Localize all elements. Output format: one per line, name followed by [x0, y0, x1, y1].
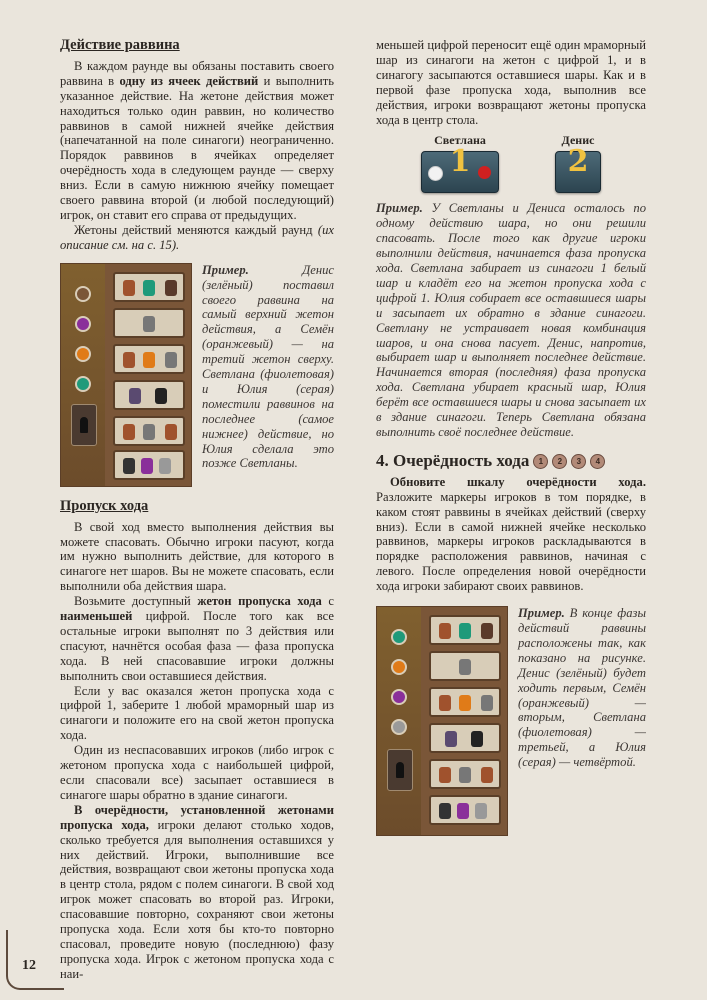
heading-text: 4. Очерёдность хода [376, 450, 530, 470]
right-column [376, 38, 646, 836]
heading-pass: Пропуск хода [60, 497, 149, 514]
action-token [113, 308, 185, 338]
player-name: Денис [561, 133, 595, 148]
phase-icon: 4 [590, 454, 605, 469]
order-marker-purple [75, 316, 91, 332]
page-reference: (их описание см. на с. 15). [60, 222, 334, 252]
action-token-bottom [429, 795, 501, 825]
paragraph [60, 59, 334, 223]
paragraph [60, 594, 334, 683]
action-board-illustration [376, 606, 508, 836]
paragraph [376, 475, 646, 594]
text: У Светланы и Дениса осталось по одному действию шара, но они решили спасовать. После того как другие игроки выполнили действия, начинается фаза пропуска хода. Светлана забирает из синагоги 1 белый шар и кладёт его на жетон пропуска хода с цифрой 1. Юлия собирает все оставшиеся шары и засыпает их обратно в здание синагоги. Светлану не устраивает новая комбинация шаров, и она снова пасует. Денис, напротив, выбирает шар и выполняет последнее действие. Начинается вторая (последняя) фаза пропуска хода. Светлана убирает красный шар, Юлия берёт все оставшиеся шары и снова засыпает их в здание синагоги. Теперь Светлана обязана выполнить своё последнее действие. [376, 201, 646, 439]
action-token [429, 651, 501, 681]
player-name: Светлана [434, 133, 486, 148]
example-1 [60, 263, 334, 487]
rabbi-slot [387, 749, 413, 791]
text-bold: наименьшей [60, 609, 133, 624]
order-marker-empty [75, 286, 91, 302]
paragraph [60, 223, 334, 253]
text: Возьмите доступный [74, 594, 198, 609]
heading-turn-order [376, 450, 646, 470]
text: В каждом раунде вы обязаны поставить своего раввина в [60, 58, 334, 88]
action-token-bottom [113, 450, 185, 480]
order-marker-green [391, 629, 407, 645]
order-marker-orange [75, 346, 91, 362]
example-label: Пример. [518, 606, 565, 621]
rabbi-pawn-black [396, 762, 404, 778]
text: Денис (зелёный) поставил своего раввина на самый верхний жетон действия, а Семён (оранжевый) — на третий жетон сверху. Светлана (фиолетовая) и Юлия (серая) поместили раввинов на последнее (самое нижнее) действие, но Юлия сделала это позже Светланы. [202, 262, 334, 471]
pass-token-svetlana [421, 133, 499, 193]
example-text [518, 606, 646, 836]
order-marker-orange [391, 659, 407, 675]
text-bold: В очерёдности, установленной жетонами пропуска хода, [60, 802, 334, 832]
token-number: 2 [567, 144, 589, 180]
paragraph: меньшей цифрой переносит ещё один мраморный шар из синагоги на жетон с цифрой 1, и в синагогу засыпаются оставшиеся шары. Как и в первой фазе пропуска хода, выполнив все действия, игроки возвращают жетоны пропуска хода в центр стола. [376, 38, 646, 127]
phase-icon: 2 [552, 454, 567, 469]
example-label: Пример. [376, 201, 423, 216]
token-number: 1 [449, 144, 471, 180]
example-text [202, 263, 334, 487]
text: с [321, 594, 334, 609]
text-bold: Обновите шкалу очерёдности хода. [390, 474, 646, 489]
action-token [429, 723, 501, 753]
example-2 [376, 201, 646, 440]
order-marker-gray [391, 719, 407, 735]
text-bold: одну из ячеек действий [119, 73, 259, 88]
rabbi-pawn-black [80, 417, 88, 433]
action-token [113, 344, 185, 374]
paragraph: Если у вас оказался жетон пропуска хода с цифрой 1, заберите 1 любой мраморный шар из синагоги и положите его на свой жетон пропуска хода. [60, 683, 334, 743]
text: цифрой. После того как все остальные игроки выполнят по 3 действия или спасуют, начнётся особая фаза — фаза пропуска хода. В ней спасовавшие игроки должны выполнить свои оставшиеся действия. [60, 609, 334, 683]
action-token [113, 380, 185, 410]
pass-token-2 [555, 144, 601, 193]
text-bold: жетон пропуска хода [197, 594, 322, 609]
paragraph: Один из неспасовавших игроков (либо игрок с жетоном пропуска хода с наибольшей цифрой, если спасовали все) засыпает оставшиеся в синагоге шары обратно в здание синагоги. [60, 743, 334, 802]
action-token [113, 272, 185, 302]
action-token [113, 416, 185, 446]
pass-token-denis [555, 133, 601, 193]
order-marker-purple [391, 689, 407, 705]
left-column [60, 38, 334, 982]
red-ball [478, 166, 491, 179]
text: Разложите маркеры игроков в том порядке, в каком стоят раввины в ячейках действий (сверху вниз). Если в самой нижней ячейке несколько раввинов, маркеры игроков раскладываются в порядке расположения раввинов, начиная с левого. После определения новой очерёдности хода игроки забирают своих раввинов. [376, 489, 646, 594]
example-label: Пример. [202, 262, 249, 277]
phase-icon: 1 [533, 454, 548, 469]
paragraph: В свой ход вместо выполнения действия вы можете спасовать. Обычно игроки пасуют, когда им нужно выполнить действие, для которого в синагоге нет шаров. Вы не можете спасовать, если выполнили оба действия шара. [60, 519, 334, 594]
heading-rabbi-action: Действие раввина [60, 37, 180, 53]
paragraph [60, 803, 334, 982]
action-token [429, 687, 501, 717]
example-3 [376, 606, 646, 836]
order-marker-green [75, 376, 91, 392]
pass-token-1 [421, 144, 499, 193]
phase-icon: 3 [571, 454, 586, 469]
rabbi-slot [71, 404, 97, 446]
order-track [377, 607, 421, 835]
order-track [61, 264, 105, 486]
text: В конце фазы действий раввины расположены так, как показано на рисунке. Денис (зелёный) будет ходить первым, Семён (оранжевый) — вторым, Светлана (фиолетовая) — третьей, а Юлия (серая) — четвёртой. [518, 606, 646, 770]
action-board-illustration [60, 263, 192, 487]
page-number: 12 [22, 958, 36, 973]
pass-tokens-illustration [376, 133, 646, 193]
action-token [429, 759, 501, 789]
action-token [429, 615, 501, 645]
text: и выполнить указанное действие. На жетоне действия может находиться только один раввин, но количество раввинов в самой нижней ячейке действия (напечатанной на поле синагоги) неограниченно. Порядок раввинов в ячейках определяет очерёдность хода в следующем раунде — сверху вниз. Если в самую нижнюю ячейку помещает своего раввина второй (и любой последующий) игрок, он ставит его справа от предыдущих. [60, 73, 335, 222]
text: игроки делают столько ходов, сколько требуется для выполнения оставшихся у них действий. Игроки, выполнившие все действия, возвращают свои жетоны пропуска хода в центр стола, рядом с полем синагоги. В свой ход игрок может спасовать во второй раз. Игроки, спасовавшие повторно, сохраняют свои жетоны пропуска хода. Если хотя бы кто-то повторно спасовал, проведите новую (последнюю) фазу пропуска хода. Игрок с жетоном пропуска хода с наи- [60, 817, 335, 981]
text: Жетоны действий меняются каждый раунд [74, 222, 318, 237]
